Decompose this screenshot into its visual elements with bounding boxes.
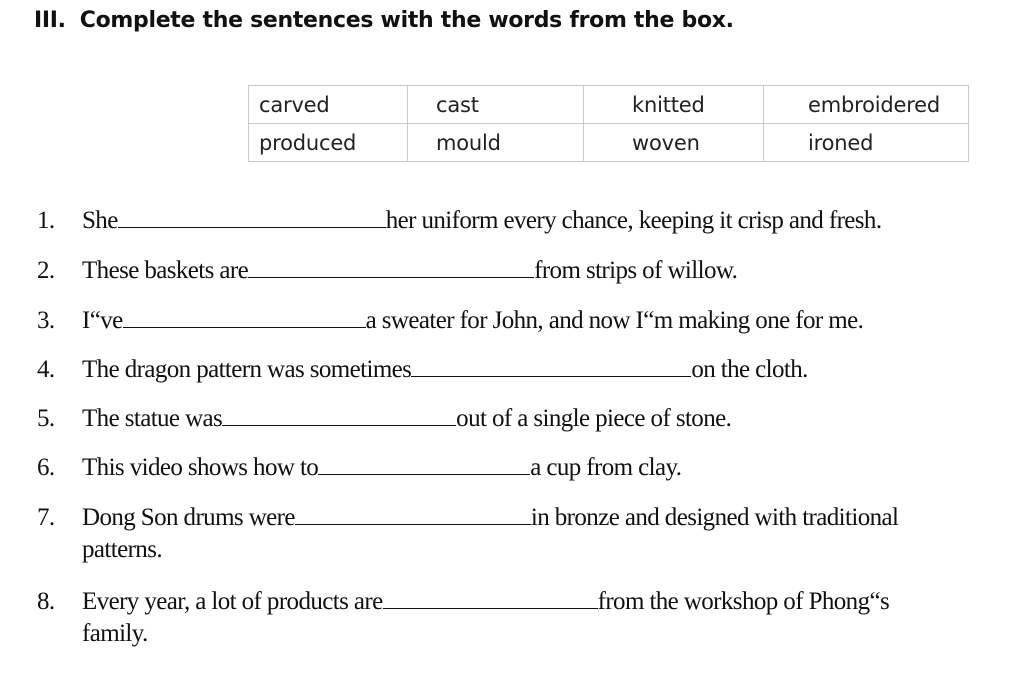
answer-blank[interactable]: [383, 586, 598, 609]
word-cell: cast: [408, 86, 584, 124]
sentence-number: 5.: [37, 405, 55, 432]
sentence-after: her uniform every chance, keeping it crisp and fresh.: [385, 207, 882, 234]
sentence-number: 4.: [37, 356, 55, 383]
sentence-item: [37, 502, 1012, 566]
answer-blank[interactable]: [318, 452, 530, 475]
sentence-number: 7.: [37, 504, 55, 531]
sentence-number: 2.: [37, 257, 55, 284]
answer-blank[interactable]: [295, 502, 531, 525]
sentence-item: [37, 586, 1012, 650]
sentence-after: on the cloth.: [691, 356, 808, 383]
answer-blank[interactable]: [118, 205, 386, 228]
sentence-before: I“ve: [82, 307, 123, 334]
sentence-before: These baskets are: [82, 257, 249, 284]
sentence-item: [37, 354, 1012, 386]
word-cell: ironed: [764, 124, 969, 162]
sentence-before: Dong Son drums were: [82, 504, 295, 531]
answer-blank[interactable]: [123, 305, 366, 328]
sentence-after: out of a single piece of stone.: [456, 405, 732, 432]
word-cell: knitted: [584, 86, 764, 124]
exercise-instruction: Complete the sentences with the words from the box.: [79, 8, 734, 33]
sentence-before: Every year, a lot of products are: [82, 588, 383, 615]
word-cell: produced: [249, 124, 408, 162]
exercise-number: III.: [34, 8, 66, 33]
answer-blank[interactable]: [222, 403, 456, 426]
sentence-number: 1.: [37, 207, 55, 234]
word-cell: carved: [249, 86, 408, 124]
sentence-before: This video shows how to: [82, 454, 319, 481]
sentence-item: [37, 255, 1012, 287]
sentence-item: [37, 205, 1012, 237]
sentence-item: [37, 403, 1012, 435]
sentence-number: 3.: [37, 307, 55, 334]
sentence-after: in bronze and designed with traditional: [530, 504, 899, 531]
sentence-continuation: patterns.: [82, 536, 162, 563]
word-cell: woven: [584, 124, 764, 162]
sentence-number: 8.: [37, 588, 55, 615]
word-cell: mould: [408, 124, 584, 162]
answer-blank[interactable]: [411, 354, 691, 377]
sentence-item: [37, 305, 1012, 337]
sentence-after: from the workshop of Phong“s: [597, 588, 890, 615]
answer-blank[interactable]: [248, 255, 534, 278]
sentence-number: 6.: [37, 454, 55, 481]
sentence-item: [37, 452, 1012, 484]
sentence-before: The statue was: [82, 405, 223, 432]
sentence-continuation: family.: [82, 620, 148, 647]
word-cell: embroidered: [764, 86, 969, 124]
sentence-before: The dragon pattern was sometimes: [82, 356, 412, 383]
sentence-after: a sweater for John, and now I“m making one for me.: [365, 307, 864, 334]
sentence-after: a cup from clay.: [530, 454, 682, 481]
sentence-before: She: [82, 207, 118, 234]
sentence-after: from strips of willow.: [534, 257, 738, 284]
